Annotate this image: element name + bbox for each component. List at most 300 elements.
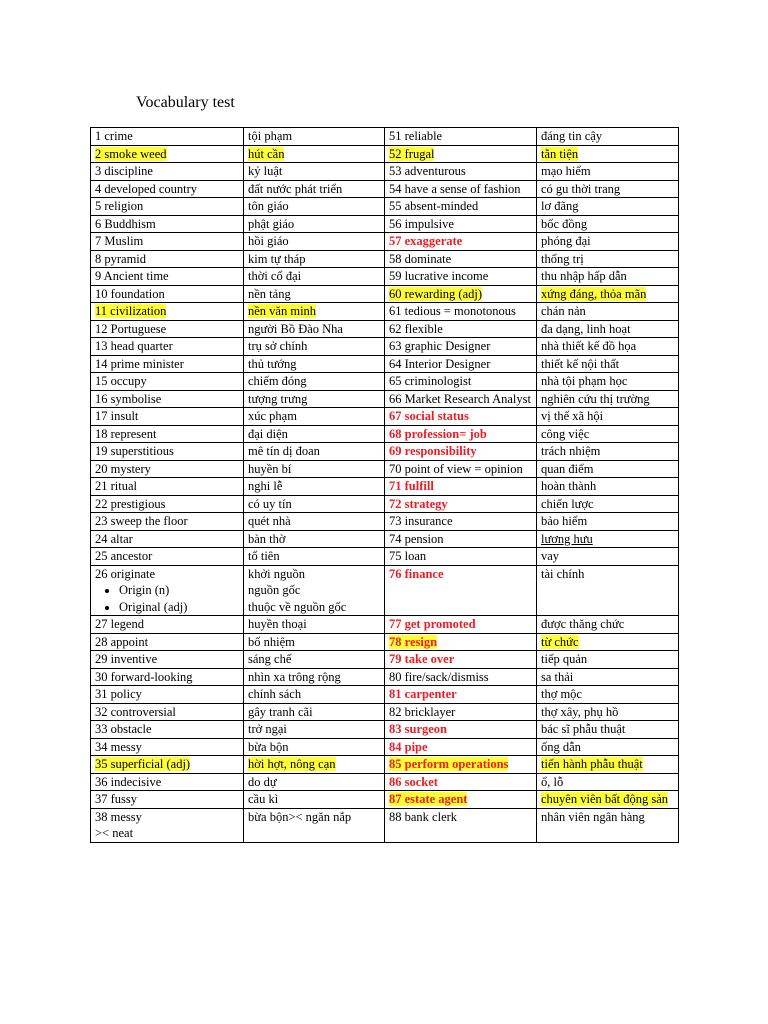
table-cell-vietnamese-meaning (537, 180, 679, 198)
table-cell-english-term (91, 460, 244, 478)
table-cell-english-term (91, 390, 244, 408)
table-cell-english-term (385, 180, 537, 198)
table-cell-vietnamese-meaning (244, 460, 385, 478)
table-row (91, 686, 679, 704)
table-cell-vietnamese-meaning (244, 478, 385, 496)
bullet-item: • Origin (n) (119, 582, 239, 599)
table-row (91, 443, 679, 461)
cell-text: có uy tín (248, 496, 292, 511)
cell-text: 80 fire/sack/dismiss (389, 669, 489, 684)
cell-text: 73 insurance (389, 514, 453, 528)
cell-text: gây tranh cãi (248, 704, 313, 719)
cell-text: 19 superstitious (95, 444, 174, 458)
table-cell-english-term (385, 530, 537, 548)
table-cell-vietnamese-meaning (244, 233, 385, 251)
cell-text: 86 socket (389, 774, 438, 789)
cell-text: thiết kế nội thất (541, 356, 620, 371)
cell-text: 59 lucrative income (389, 269, 489, 283)
table-cell-english-term (91, 425, 244, 443)
cell-text: bảo hiểm (541, 514, 588, 528)
table-row (91, 460, 679, 478)
table-cell-vietnamese-meaning (537, 808, 679, 842)
table-row (91, 703, 679, 721)
table-cell-vietnamese-meaning (244, 285, 385, 303)
table-cell-vietnamese-meaning (244, 530, 385, 548)
cell-text: mạo hiểm (541, 164, 591, 178)
cell-text: bổ nhiệm (248, 634, 295, 649)
table-row (91, 268, 679, 286)
table-cell-english-term (91, 233, 244, 251)
table-cell-english-term (91, 145, 244, 163)
table-cell-vietnamese-meaning (537, 548, 679, 566)
cell-text: 74 pension (389, 531, 444, 546)
table-cell-vietnamese-meaning (537, 443, 679, 461)
cell-text: nhân viên ngân hàng (541, 809, 645, 824)
cell-text: 22 prestigious (95, 496, 166, 511)
table-cell-vietnamese-meaning (244, 686, 385, 704)
cell-text: 38 messy >< neat (95, 809, 142, 840)
cell-text: xúc phạm (248, 409, 297, 423)
table-cell-vietnamese-meaning (537, 633, 679, 651)
table-cell-english-term (385, 425, 537, 443)
table-cell-english-term (385, 756, 537, 774)
table-row (91, 633, 679, 651)
table-cell-vietnamese-meaning (537, 703, 679, 721)
cell-text: chính sách (248, 687, 302, 701)
table-cell-english-term (91, 530, 244, 548)
table-cell-vietnamese-meaning (537, 513, 679, 531)
cell-text: bác sĩ phẫu thuật (541, 722, 626, 736)
table-row (91, 425, 679, 443)
table-cell-vietnamese-meaning (244, 268, 385, 286)
table-cell-english-term (385, 548, 537, 566)
table-cell-vietnamese-meaning (244, 408, 385, 426)
cell-text: sa thải (541, 669, 574, 684)
table-cell-vietnamese-meaning (244, 633, 385, 651)
table-cell-english-term (385, 145, 537, 163)
cell-text: tội phạm (248, 129, 293, 143)
cell-text: 57 exaggerate (389, 234, 463, 248)
table-cell-english-term (91, 478, 244, 496)
cell-text: huyền thoại (248, 617, 307, 631)
cell-text: 52 frugal (389, 146, 435, 161)
cell-text: 56 impulsive (389, 216, 454, 231)
table-cell-vietnamese-meaning (537, 425, 679, 443)
cell-text: 11 civilization (95, 304, 167, 318)
cell-text: 32 controversial (95, 704, 176, 719)
cell-text: 70 point of view = opinion (389, 461, 523, 476)
table-cell-vietnamese-meaning (537, 773, 679, 791)
cell-text: lương hưu (541, 531, 593, 546)
cell-text: tổ tiên (248, 549, 280, 563)
cell-text: 78 resign (389, 634, 438, 649)
cell-text: hồi giáo (248, 234, 289, 248)
table-cell-english-term (91, 808, 244, 842)
table-cell-vietnamese-meaning (537, 198, 679, 216)
table-row (91, 145, 679, 163)
cell-text: 9 Ancient time (95, 269, 169, 283)
cell-text: phóng đại (541, 234, 591, 248)
table-cell-vietnamese-meaning (537, 145, 679, 163)
cell-text: đất nước phát triển (248, 181, 343, 196)
table-cell-english-term (91, 686, 244, 704)
cell-text: 12 Portuguese (95, 321, 167, 336)
cell-text: vay (541, 549, 560, 563)
table-cell-english-term (91, 285, 244, 303)
cell-text: cầu kì (248, 792, 279, 806)
cell-text: tài chính (541, 566, 585, 581)
table-cell-english-term (385, 495, 537, 513)
cell-text: công việc (541, 426, 590, 441)
cell-text: huyền bí (248, 461, 292, 476)
table-cell-english-term (91, 565, 244, 616)
table-cell-vietnamese-meaning (537, 668, 679, 686)
cell-text: 16 symbolise (95, 391, 162, 406)
table-cell-vietnamese-meaning (537, 721, 679, 739)
cell-text: quan điểm (541, 461, 594, 476)
cell-text: 23 sweep the floor (95, 514, 188, 528)
cell-text: thợ mộc (541, 687, 582, 701)
table-row (91, 303, 679, 321)
cell-text: tiếp quản (541, 652, 588, 666)
cell-text: bừa bộn>< ngăn nắp (248, 809, 352, 824)
cell-text: trách nhiệm (541, 444, 601, 458)
cell-text: người Bồ Đào Nha (248, 321, 343, 336)
table-cell-english-term (91, 773, 244, 791)
table-cell-vietnamese-meaning (537, 233, 679, 251)
cell-text: trở ngại (248, 722, 287, 736)
table-cell-vietnamese-meaning (244, 390, 385, 408)
table-cell-english-term (385, 268, 537, 286)
table-cell-english-term (385, 513, 537, 531)
table-cell-english-term (385, 215, 537, 233)
cell-text: bừa bộn (248, 739, 289, 754)
table-cell-vietnamese-meaning (244, 703, 385, 721)
cell-text: 85 perform operations (389, 757, 509, 771)
table-row (91, 513, 679, 531)
cell-text: 13 head quarter (95, 339, 173, 353)
table-cell-vietnamese-meaning (244, 425, 385, 443)
cell-text: 87 estate agent (389, 792, 468, 806)
cell-text: 17 insult (95, 409, 139, 423)
table-cell-english-term (385, 373, 537, 391)
vocabulary-table-body (91, 128, 679, 843)
cell-text: 71 fulfill (389, 479, 434, 493)
cell-text: 25 ancestor (95, 549, 153, 563)
table-row (91, 163, 679, 181)
table-cell-english-term (385, 721, 537, 739)
table-row (91, 756, 679, 774)
cell-text: 34 messy (95, 739, 142, 754)
table-cell-vietnamese-meaning (244, 756, 385, 774)
vocabulary-table (90, 127, 679, 843)
cell-text: 65 criminologist (389, 374, 472, 388)
table-cell-english-term (385, 738, 537, 756)
cell-text: 7 Muslim (95, 234, 144, 248)
table-cell-english-term (91, 443, 244, 461)
cell-text: thu nhập hấp dẫn (541, 269, 627, 283)
cell-text: 14 prime minister (95, 356, 184, 371)
table-cell-vietnamese-meaning (537, 460, 679, 478)
table-cell-english-term (385, 250, 537, 268)
cell-text: kỷ luật (248, 164, 283, 178)
table-cell-english-term (385, 390, 537, 408)
cell-text: 54 have a sense of fashion (389, 181, 521, 196)
table-cell-vietnamese-meaning (244, 738, 385, 756)
cell-text: 36 indecisive (95, 774, 162, 789)
cell-text: 68 profession= job (389, 426, 487, 441)
cell-text: quét nhà (248, 514, 291, 528)
table-row (91, 495, 679, 513)
table-cell-english-term (91, 303, 244, 321)
cell-text: thời cổ đại (248, 269, 302, 283)
table-cell-vietnamese-meaning (244, 355, 385, 373)
table-cell-vietnamese-meaning (537, 686, 679, 704)
cell-text: 75 loan (389, 549, 427, 563)
table-cell-english-term (91, 128, 244, 146)
table-cell-english-term (385, 565, 537, 616)
table-row (91, 215, 679, 233)
table-cell-english-term (91, 721, 244, 739)
cell-text: chiếm đóng (248, 374, 307, 388)
table-cell-english-term (91, 250, 244, 268)
table-cell-english-term (385, 443, 537, 461)
table-row (91, 250, 679, 268)
table-cell-english-term (91, 651, 244, 669)
cell-text: 64 Interior Designer (389, 356, 491, 371)
cell-text: 3 discipline (95, 164, 153, 178)
table-row (91, 791, 679, 809)
table-row (91, 180, 679, 198)
table-cell-english-term (91, 633, 244, 651)
table-cell-vietnamese-meaning (537, 530, 679, 548)
table-row (91, 530, 679, 548)
table-cell-english-term (91, 495, 244, 513)
table-cell-english-term (91, 548, 244, 566)
cell-text: 15 occupy (95, 374, 147, 388)
table-cell-vietnamese-meaning (537, 128, 679, 146)
cell-text: 10 foundation (95, 286, 165, 301)
table-cell-english-term (91, 703, 244, 721)
table-row (91, 338, 679, 356)
cell-text: 33 obstacle (95, 722, 152, 736)
table-cell-vietnamese-meaning (537, 285, 679, 303)
table-cell-vietnamese-meaning (537, 408, 679, 426)
table-cell-vietnamese-meaning (244, 180, 385, 198)
table-cell-english-term (91, 738, 244, 756)
cell-text: 61 tedious = monotonous (389, 304, 516, 318)
cell-text: 60 rewarding (adj) (389, 286, 483, 301)
table-cell-vietnamese-meaning (244, 215, 385, 233)
cell-text: khởi nguồn nguồn gốc thuộc về nguồn gốc (248, 566, 347, 614)
cell-text: 30 forward-looking (95, 669, 193, 684)
table-cell-vietnamese-meaning (537, 250, 679, 268)
table-cell-vietnamese-meaning (537, 373, 679, 391)
table-cell-vietnamese-meaning (244, 443, 385, 461)
table-cell-english-term (91, 791, 244, 809)
cell-text: đa dạng, linh hoạt (541, 321, 631, 336)
cell-text: đại diện (248, 426, 288, 441)
table-cell-vietnamese-meaning (537, 320, 679, 338)
table-cell-vietnamese-meaning (244, 565, 385, 616)
table-row (91, 668, 679, 686)
cell-text: tôn giáo (248, 199, 289, 213)
table-cell-english-term (385, 686, 537, 704)
table-cell-english-term (91, 408, 244, 426)
table-cell-english-term (91, 373, 244, 391)
table-cell-vietnamese-meaning (244, 198, 385, 216)
table-cell-vietnamese-meaning (244, 808, 385, 842)
cell-text: 82 bricklayer (389, 704, 456, 719)
cell-text: mê tín dị đoan (248, 444, 320, 458)
cell-text: chuyên viên bất động sản (541, 792, 669, 806)
cell-text: 2 smoke weed (95, 146, 167, 161)
table-cell-vietnamese-meaning (537, 478, 679, 496)
table-cell-vietnamese-meaning (537, 565, 679, 616)
table-row (91, 285, 679, 303)
cell-text: 55 absent-minded (389, 199, 479, 213)
table-cell-vietnamese-meaning (244, 163, 385, 181)
table-row (91, 478, 679, 496)
cell-text: xứng đáng, thỏa mãn (541, 286, 647, 301)
cell-text: 27 legend (95, 617, 144, 631)
table-cell-vietnamese-meaning (244, 128, 385, 146)
cell-text: vị thế xã hội (541, 409, 604, 423)
cell-text: kim tự tháp (248, 251, 306, 266)
cell-text: 77 get promoted (389, 617, 476, 631)
cell-text: 35 superficial (adj) (95, 757, 191, 771)
cell-text: 84 pipe (389, 739, 428, 754)
table-row (91, 408, 679, 426)
table-cell-english-term (91, 215, 244, 233)
cell-text: hời hợt, nông cạn (248, 757, 336, 771)
cell-text: 1 crime (95, 129, 133, 143)
cell-text: thủ tướng (248, 356, 297, 371)
table-cell-vietnamese-meaning (244, 145, 385, 163)
cell-text: 76 finance (389, 566, 444, 581)
table-row (91, 616, 679, 634)
table-row (91, 355, 679, 373)
cell-text: 53 adventurous (389, 164, 466, 178)
table-cell-vietnamese-meaning (537, 163, 679, 181)
table-cell-english-term (385, 791, 537, 809)
table-cell-vietnamese-meaning (537, 738, 679, 756)
cell-text: thợ xây, phụ hồ (541, 704, 619, 719)
table-row (91, 390, 679, 408)
table-cell-english-term (385, 233, 537, 251)
cell-text: 37 fussy (95, 792, 138, 806)
cell-text: 18 represent (95, 426, 157, 441)
table-cell-vietnamese-meaning (244, 373, 385, 391)
table-cell-english-term (385, 408, 537, 426)
cell-text: sáng chế (248, 652, 292, 666)
cell-text: tượng trưng (248, 391, 308, 406)
cell-text: 8 pyramid (95, 251, 147, 266)
table-cell-vietnamese-meaning (244, 250, 385, 268)
cell-text: thống trị (541, 251, 584, 266)
table-cell-english-term (91, 163, 244, 181)
table-cell-english-term (385, 668, 537, 686)
table-cell-vietnamese-meaning (537, 756, 679, 774)
cell-text: ống dẫn (541, 739, 581, 754)
cell-text: 24 altar (95, 531, 133, 546)
table-cell-english-term (385, 128, 537, 146)
cell-text: 66 Market Research Analyst (389, 391, 531, 406)
table-row (91, 721, 679, 739)
table-row (91, 373, 679, 391)
table-cell-english-term (91, 198, 244, 216)
table-cell-vietnamese-meaning (244, 495, 385, 513)
cell-text: 31 policy (95, 687, 142, 701)
cell-text: đáng tin cậy (541, 129, 603, 143)
table-cell-english-term (385, 303, 537, 321)
table-row (91, 233, 679, 251)
table-cell-english-term (385, 651, 537, 669)
cell-text: 67 social status (389, 409, 469, 423)
table-row (91, 548, 679, 566)
cell-text: 20 mystery (95, 461, 151, 476)
bullet-list (95, 582, 239, 615)
cell-text: ổ, lỗ (541, 774, 564, 789)
cell-text: 62 flexible (389, 321, 443, 336)
table-cell-english-term (91, 320, 244, 338)
table-cell-vietnamese-meaning (537, 355, 679, 373)
cell-text: bốc đồng (541, 216, 588, 231)
table-cell-vietnamese-meaning (244, 773, 385, 791)
cell-text: hoàn thành (541, 479, 597, 493)
table-cell-english-term (91, 180, 244, 198)
table-cell-english-term (91, 513, 244, 531)
cell-text: 81 carpenter (389, 687, 457, 701)
table-row (91, 651, 679, 669)
table-cell-english-term (385, 633, 537, 651)
table-cell-vietnamese-meaning (537, 390, 679, 408)
cell-text: nền văn minh (248, 304, 317, 318)
cell-text: 83 surgeon (389, 722, 447, 736)
cell-text: do dự (248, 774, 277, 789)
bullet-item: • Original (adj) (119, 599, 239, 616)
table-cell-english-term (385, 460, 537, 478)
table-cell-english-term (385, 478, 537, 496)
table-row (91, 128, 679, 146)
table-cell-english-term (385, 703, 537, 721)
table-row (91, 320, 679, 338)
cell-text: nhà thiết kế đồ họa (541, 339, 637, 353)
table-row (91, 565, 679, 616)
cell-text: nghi lễ (248, 479, 283, 493)
page-title: Vocabulary test (136, 94, 235, 111)
cell-text: tằn tiện (541, 146, 579, 161)
table-cell-vietnamese-meaning (537, 495, 679, 513)
table-cell-english-term (91, 668, 244, 686)
cell-text: tiến hành phẫu thuật (541, 757, 643, 771)
cell-text: chán nản (541, 304, 586, 318)
table-cell-english-term (385, 320, 537, 338)
table-cell-vietnamese-meaning (537, 791, 679, 809)
cell-text: nền tảng (248, 286, 291, 301)
cell-text: 58 dominate (389, 251, 452, 266)
table-cell-english-term (385, 338, 537, 356)
table-cell-vietnamese-meaning (244, 303, 385, 321)
cell-text: nhìn xa trông rộng (248, 669, 341, 684)
cell-text: 51 reliable (389, 129, 443, 143)
cell-text: 4 developed country (95, 181, 198, 196)
cell-text: bàn thờ (248, 531, 286, 546)
cell-text: chiến lược (541, 496, 594, 511)
table-row (91, 738, 679, 756)
table-cell-english-term (385, 808, 537, 842)
cell-text: hút cần (248, 146, 285, 161)
